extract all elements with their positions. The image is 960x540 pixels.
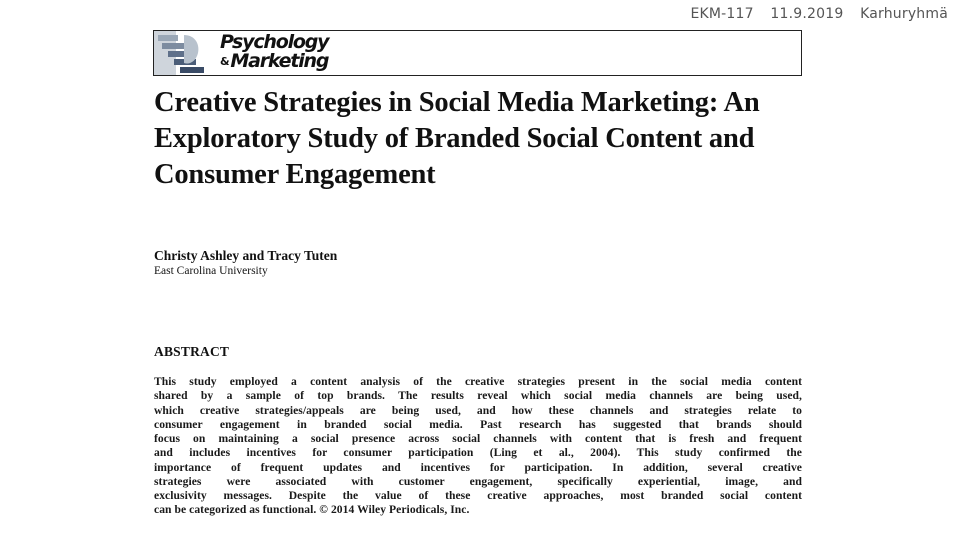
abstract-line: which creative strategies/appeals are being used, and how these channels and strategies relate to [154,403,802,417]
journal-banner [153,30,802,76]
journal-name-line2: Marketing [230,50,329,72]
abstract-body [154,375,802,518]
abstract-line: This study employed a content analysis of the creative strategies present in the social media content [154,375,802,388]
journal-logo-art [154,31,214,75]
abstract-line: exclusivity messages. Despite the value of these creative approaches, most branded social content [154,489,802,502]
paper-page [153,30,803,517]
article-title: Creative Strategies in Social Media Marketing: An Exploratory Study of Branded Social Content and Consumer Engagement [154,87,760,190]
slide-header [678,6,948,22]
abstract-line: focus on maintaining a social presence across social channels with content that is fresh and frequent [154,432,802,445]
author-affiliation: East Carolina University [154,265,268,277]
abstract-heading: ABSTRACT [154,344,230,359]
abstract-line: and includes incentives for consumer participation (Ling et al., 2004). This study confirmed the [154,446,802,460]
journal-ampersand: & [220,55,229,68]
journal-name-line1: Psychology [220,31,329,53]
slide-date: 11.9.2019 [770,6,844,22]
course-code: EKM-117 [690,6,754,22]
article-authors: Christy Ashley and Tracy Tuten [154,248,338,263]
group-name: Karhuryhmä [860,6,948,22]
abstract-line: consumer engagement in branded social media. Past research has suggested that brands should [154,417,802,431]
journal-name [220,33,328,71]
abstract-line: shared by a sample of top brands. The results reveal which social media channels are being used, [154,389,802,403]
abstract-line: importance of frequent updates and incentives for participation. In addition, several creative [154,460,802,474]
abstract-line: strategies were associated with customer engagement, specifically experiential, image, and [154,474,802,488]
abstract-line: can be categorized as functional. © 2014 Wiley Periodicals, Inc. [154,503,470,517]
